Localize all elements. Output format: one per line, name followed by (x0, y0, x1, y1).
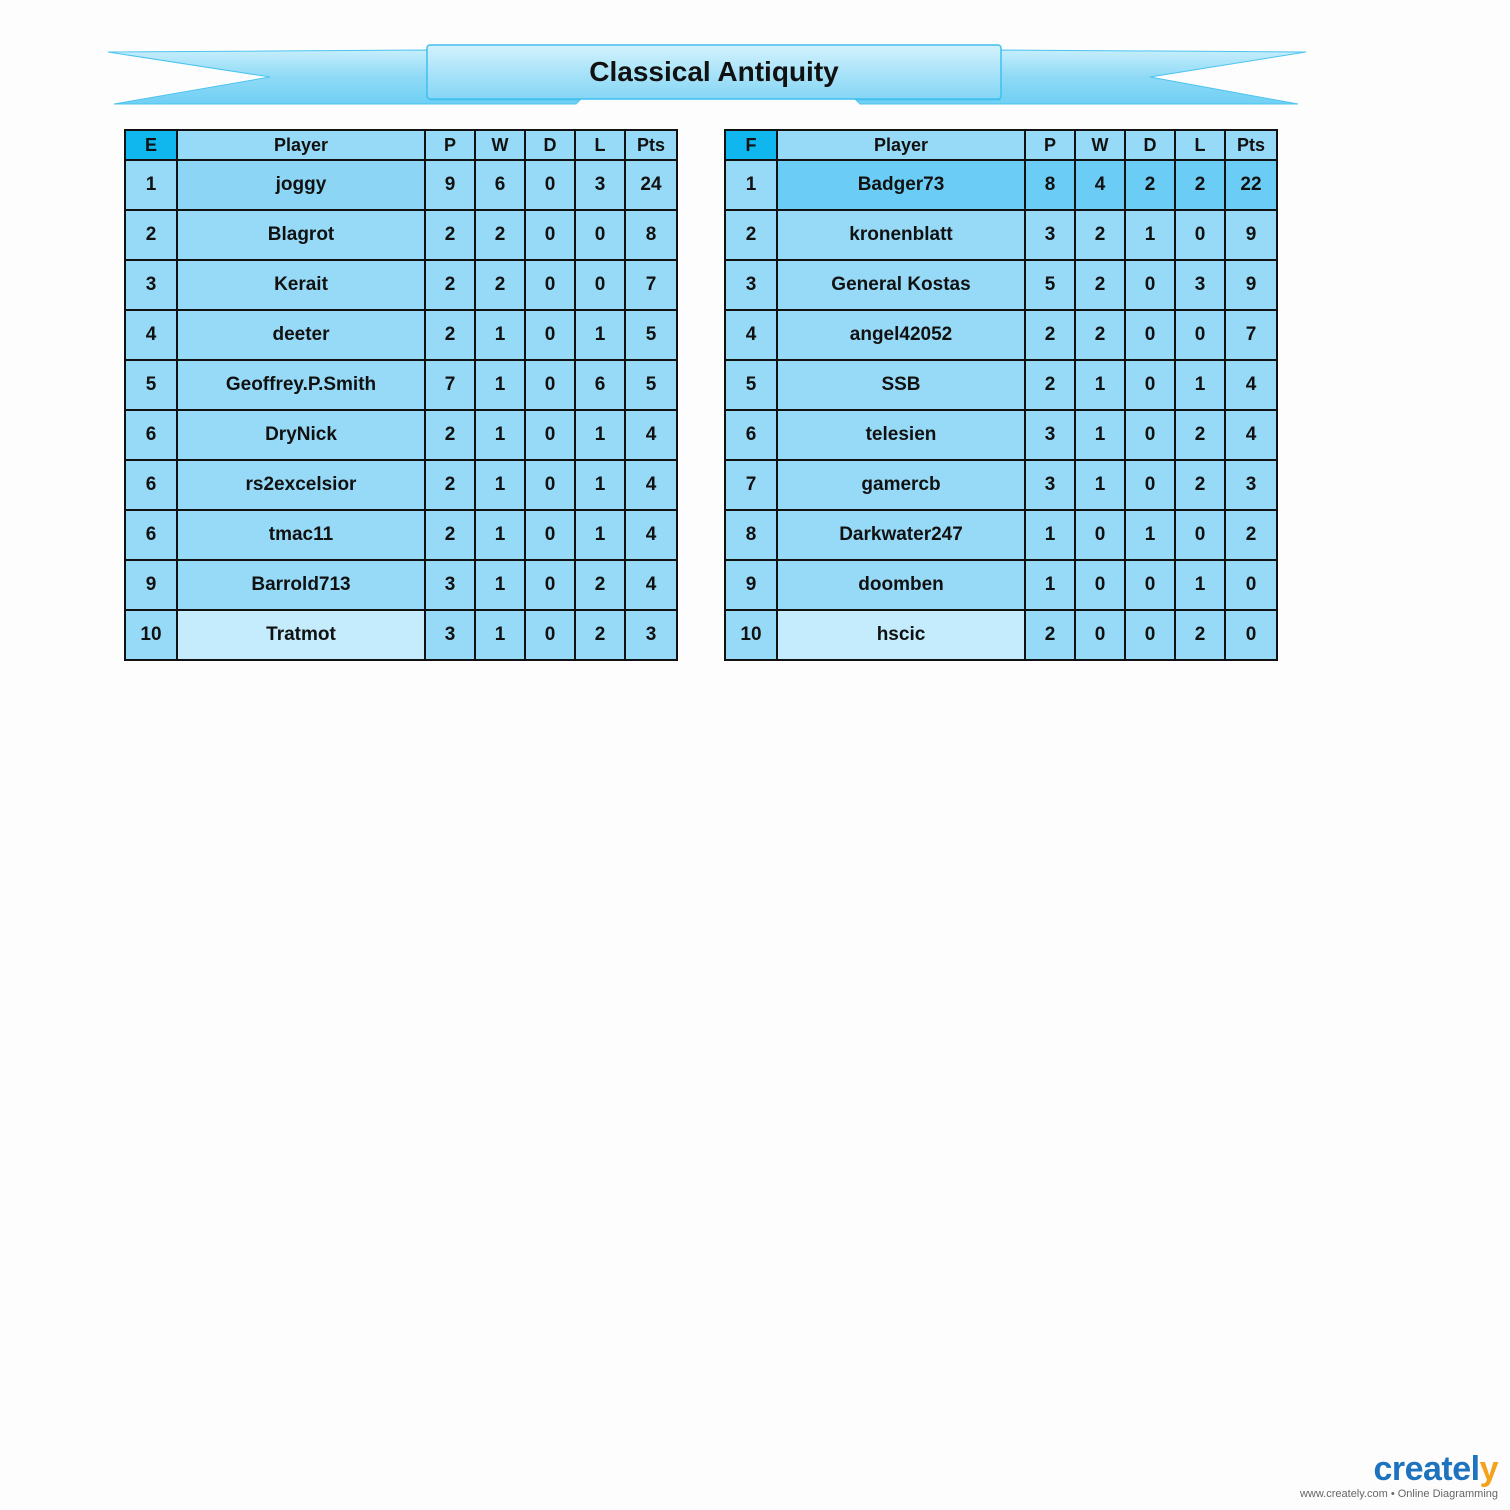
player-name-cell: Darkwater247 (777, 510, 1025, 560)
table-row (125, 560, 677, 610)
played-cell: 1 (1025, 560, 1075, 610)
table-row (725, 160, 1277, 210)
points-cell: 3 (625, 610, 677, 660)
rank-cell: 2 (125, 210, 177, 260)
drawn-cell: 0 (1125, 410, 1175, 460)
drawn-cell: 0 (1125, 560, 1175, 610)
played-cell: 9 (425, 160, 475, 210)
drawn-cell: 0 (525, 160, 575, 210)
played-cell: 2 (425, 510, 475, 560)
played-cell: 3 (425, 610, 475, 660)
table-row (725, 360, 1277, 410)
rank-cell: 8 (725, 510, 777, 560)
played-cell: 2 (1025, 360, 1075, 410)
won-cell: 4 (1075, 160, 1125, 210)
points-cell: 4 (1225, 410, 1277, 460)
player-name-cell: SSB (777, 360, 1025, 410)
played-cell: 2 (425, 210, 475, 260)
player-name-cell: rs2excelsior (177, 460, 425, 510)
points-cell: 7 (625, 260, 677, 310)
rank-cell: 4 (125, 310, 177, 360)
table-row (725, 210, 1277, 260)
won-cell: 1 (475, 510, 525, 560)
player-name-cell: DryNick (177, 410, 425, 460)
header-drawn: D (525, 130, 575, 160)
drawn-cell: 2 (1125, 160, 1175, 210)
rank-cell: 9 (725, 560, 777, 610)
won-cell: 1 (475, 610, 525, 660)
played-cell: 3 (1025, 410, 1075, 460)
rank-cell: 10 (125, 610, 177, 660)
lost-cell: 1 (575, 460, 625, 510)
standings-table-f (724, 129, 1278, 661)
drawn-cell: 0 (1125, 360, 1175, 410)
header-lost: L (575, 130, 625, 160)
table-row (125, 210, 677, 260)
points-cell: 3 (1225, 460, 1277, 510)
lost-cell: 0 (1175, 310, 1225, 360)
lost-cell: 2 (575, 610, 625, 660)
drawn-cell: 0 (525, 260, 575, 310)
creately-logo: creately (1373, 1450, 1498, 1488)
table-row (125, 510, 677, 560)
drawn-cell: 0 (525, 460, 575, 510)
won-cell: 1 (475, 410, 525, 460)
header-points: Pts (625, 130, 677, 160)
header-played: P (1025, 130, 1075, 160)
table-row (125, 310, 677, 360)
lost-cell: 0 (575, 210, 625, 260)
lost-cell: 6 (575, 360, 625, 410)
header-points: Pts (1225, 130, 1277, 160)
rank-cell: 5 (725, 360, 777, 410)
standings-table-e (124, 129, 678, 661)
points-cell: 4 (625, 460, 677, 510)
won-cell: 2 (475, 260, 525, 310)
won-cell: 1 (475, 560, 525, 610)
played-cell: 2 (425, 310, 475, 360)
player-name-cell: Badger73 (777, 160, 1025, 210)
lost-cell: 3 (1175, 260, 1225, 310)
drawn-cell: 0 (525, 360, 575, 410)
drawn-cell: 0 (1125, 610, 1175, 660)
won-cell: 0 (1075, 510, 1125, 560)
header-drawn: D (1125, 130, 1175, 160)
table-row (725, 410, 1277, 460)
player-name-cell: telesien (777, 410, 1025, 460)
rank-cell: 1 (125, 160, 177, 210)
won-cell: 2 (475, 210, 525, 260)
table-row (125, 460, 677, 510)
drawn-cell: 0 (525, 210, 575, 260)
header-won: W (475, 130, 525, 160)
table-row (725, 460, 1277, 510)
lost-cell: 2 (1175, 460, 1225, 510)
played-cell: 3 (1025, 460, 1075, 510)
player-name-cell: gamercb (777, 460, 1025, 510)
player-name-cell: joggy (177, 160, 425, 210)
won-cell: 1 (1075, 410, 1125, 460)
table-row (725, 560, 1277, 610)
player-name-cell: General Kostas (777, 260, 1025, 310)
lost-cell: 2 (1175, 610, 1225, 660)
drawn-cell: 0 (525, 610, 575, 660)
points-cell: 8 (625, 210, 677, 260)
player-name-cell: hscic (777, 610, 1025, 660)
player-name-cell: kronenblatt (777, 210, 1025, 260)
lost-cell: 0 (1175, 210, 1225, 260)
points-cell: 22 (1225, 160, 1277, 210)
rank-cell: 6 (725, 410, 777, 460)
player-name-cell: doomben (777, 560, 1025, 610)
drawn-cell: 0 (1125, 460, 1175, 510)
rank-cell: 3 (125, 260, 177, 310)
player-name-cell: tmac11 (177, 510, 425, 560)
table-row (725, 510, 1277, 560)
points-cell: 9 (1225, 260, 1277, 310)
played-cell: 8 (1025, 160, 1075, 210)
played-cell: 3 (1025, 210, 1075, 260)
header-player: Player (777, 130, 1025, 160)
points-cell: 4 (1225, 360, 1277, 410)
lost-cell: 1 (575, 410, 625, 460)
won-cell: 2 (1075, 260, 1125, 310)
rank-cell: 10 (725, 610, 777, 660)
won-cell: 0 (1075, 610, 1125, 660)
drawn-cell: 0 (525, 560, 575, 610)
points-cell: 4 (625, 510, 677, 560)
drawn-cell: 0 (525, 310, 575, 360)
banner-title: Classical Antiquity (589, 56, 839, 87)
lost-cell: 3 (575, 160, 625, 210)
won-cell: 0 (1075, 560, 1125, 610)
table-row (725, 260, 1277, 310)
points-cell: 9 (1225, 210, 1277, 260)
header-lost: L (1175, 130, 1225, 160)
played-cell: 3 (425, 560, 475, 610)
group-label: E (125, 130, 177, 160)
header-played: P (425, 130, 475, 160)
points-cell: 7 (1225, 310, 1277, 360)
won-cell: 6 (475, 160, 525, 210)
rank-cell: 4 (725, 310, 777, 360)
table-header-row (125, 130, 677, 160)
won-cell: 1 (1075, 460, 1125, 510)
points-cell: 4 (625, 410, 677, 460)
player-name-cell: Barrold713 (177, 560, 425, 610)
played-cell: 2 (1025, 610, 1075, 660)
rank-cell: 5 (125, 360, 177, 410)
points-cell: 5 (625, 310, 677, 360)
played-cell: 2 (425, 260, 475, 310)
lost-cell: 1 (575, 510, 625, 560)
rank-cell: 6 (125, 460, 177, 510)
table-row (125, 410, 677, 460)
won-cell: 1 (475, 460, 525, 510)
table-header-row (725, 130, 1277, 160)
player-name-cell: angel42052 (777, 310, 1025, 360)
header-won: W (1075, 130, 1125, 160)
lost-cell: 0 (1175, 510, 1225, 560)
drawn-cell: 0 (1125, 310, 1175, 360)
header-player: Player (177, 130, 425, 160)
lost-cell: 0 (575, 260, 625, 310)
won-cell: 2 (1075, 210, 1125, 260)
played-cell: 1 (1025, 510, 1075, 560)
creately-watermark (1300, 1452, 1498, 1500)
points-cell: 24 (625, 160, 677, 210)
rank-cell: 6 (125, 510, 177, 560)
lost-cell: 1 (1175, 360, 1225, 410)
won-cell: 1 (475, 360, 525, 410)
points-cell: 2 (1225, 510, 1277, 560)
player-name-cell: Geoffrey.P.Smith (177, 360, 425, 410)
table-row (725, 310, 1277, 360)
drawn-cell: 0 (1125, 260, 1175, 310)
lost-cell: 2 (1175, 410, 1225, 460)
drawn-cell: 0 (525, 510, 575, 560)
points-cell: 5 (625, 360, 677, 410)
points-cell: 4 (625, 560, 677, 610)
rank-cell: 1 (725, 160, 777, 210)
table-row (125, 260, 677, 310)
rank-cell: 9 (125, 560, 177, 610)
player-name-cell: Blagrot (177, 210, 425, 260)
creately-tagline: www.creately.com • Online Diagramming (1299, 1488, 1498, 1500)
played-cell: 2 (1025, 310, 1075, 360)
played-cell: 5 (1025, 260, 1075, 310)
drawn-cell: 1 (1125, 210, 1175, 260)
drawn-cell: 1 (1125, 510, 1175, 560)
lost-cell: 1 (1175, 560, 1225, 610)
table-row (125, 160, 677, 210)
played-cell: 2 (425, 460, 475, 510)
rank-cell: 7 (725, 460, 777, 510)
played-cell: 7 (425, 360, 475, 410)
table-row (125, 610, 677, 660)
player-name-cell: deeter (177, 310, 425, 360)
drawn-cell: 0 (525, 410, 575, 460)
played-cell: 2 (425, 410, 475, 460)
group-label: F (725, 130, 777, 160)
lost-cell: 1 (575, 310, 625, 360)
lost-cell: 2 (1175, 160, 1225, 210)
player-name-cell: Kerait (177, 260, 425, 310)
player-name-cell: Tratmot (177, 610, 425, 660)
rank-cell: 3 (725, 260, 777, 310)
won-cell: 2 (1075, 310, 1125, 360)
table-row (125, 360, 677, 410)
won-cell: 1 (475, 310, 525, 360)
rank-cell: 6 (125, 410, 177, 460)
won-cell: 1 (1075, 360, 1125, 410)
table-row (725, 610, 1277, 660)
rank-cell: 2 (725, 210, 777, 260)
lost-cell: 2 (575, 560, 625, 610)
points-cell: 0 (1225, 610, 1277, 660)
points-cell: 0 (1225, 560, 1277, 610)
